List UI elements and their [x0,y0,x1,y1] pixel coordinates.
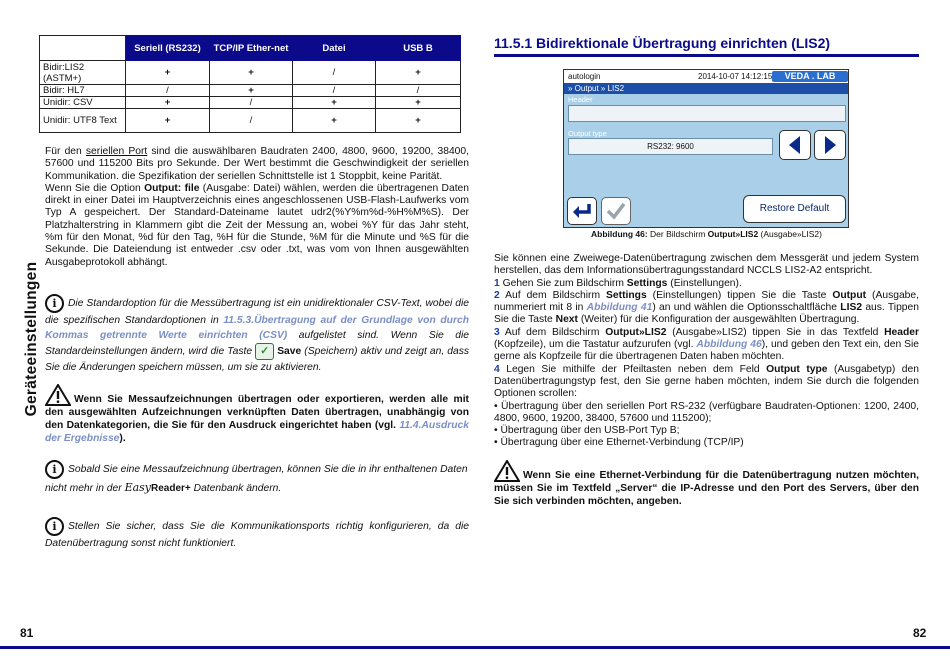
screen-output-label: Output type [568,129,607,138]
table-cell: / [210,97,293,109]
table-cell: Unidir: CSV [40,97,126,109]
table-header-cell [40,36,126,61]
info-icon: i [45,517,64,536]
screen-datetime: 2014-10-07 14:12:15 [698,72,773,81]
section-title: 11.5.1 Bidirektionale Übertragung einrichten (LIS2) [494,35,831,51]
arrow-left-icon [780,131,810,159]
page-number-left: 81 [20,626,34,640]
info-icon: i [45,460,64,479]
table-row [40,61,461,85]
table-row [40,109,461,133]
heading-rule [494,54,919,57]
warning-icon [45,384,71,406]
table-cell: + [376,97,461,109]
body-text-right [494,253,919,450]
table-row [40,97,461,109]
note-configure-ports: i Stellen Sie sicher, dass Sie die Kommunikationsports richtig konfigurieren, da die Datenübertragung sonst nicht funktioniert. [45,517,469,551]
table-cell: + [126,97,210,109]
arrow-right-icon [815,131,845,159]
table-cell: + [126,109,210,133]
table-header-row [40,36,461,61]
section-heading [494,35,919,57]
table-cell: + [293,109,376,133]
screen-app-name: autologin [568,72,601,81]
link-figure-46[interactable]: Abbildung 46 [696,339,762,351]
screen-status-bar [564,70,848,83]
back-arrow-icon [568,198,596,224]
screen-arrow-left-button[interactable] [779,130,811,160]
screen-back-button[interactable] [567,197,597,225]
link-figure-41[interactable]: Abbildung 41 [586,302,653,314]
table-cell: / [293,85,376,97]
table-cell: + [210,61,293,85]
table-row [40,85,461,97]
link-print-results[interactable]: 11.4.Ausdruck der Ergebnisse [45,420,469,444]
table-header-cell: Datei [293,36,376,61]
table-cell: / [376,85,461,97]
paragraph-output-file: Wenn Sie die Option Output: file (Ausgabe: Datei) wählen, werden die übertragenen Daten direkt in einer Datei im Hauptverzeichnis eines angeschlossenen USB-Flash-Laufwerks vom Typ A gespeichert. Der Standard-Dateiname lautet udr2(%Y%m%d-%H%M%S). Der Platzhalterstring in Klammern gibt die Zeit der Messung an, wobei %Y für das Jahr steht, %m für den Monat, %d für den Tag, %H für die Stunde, %M für die Minute und %S für die Sekunde. Die Dateiendung ist entweder .csv oder .txt, was vom von Ihnen ausgewählten Ausgabeprotokoll abhängt. [45,182,470,268]
table-cell: + [126,61,210,85]
screen-arrow-right-button[interactable] [814,130,846,160]
table-header-cell: USB B [376,36,461,61]
warning-ethernet-server: Wenn Sie eine Ethernet-Verbindung für die Datenübertragung nutzen möchten, müssen Sie im Textfeld „Server“ die IP-Adresse und den Port des Servers, über den Sie sich verbinden möchten, angeben. [494,460,919,508]
screen-output-value: RS232: 9600 [568,138,773,155]
table-cell: / [293,61,376,85]
warning-icon [494,460,520,482]
interface-table [39,35,461,133]
bullet-item: • Übertragung über eine Ethernet-Verbindung (TCP/IP) [494,437,744,449]
checkmark-icon [602,198,630,224]
side-section-label: Geräteeinstellungen [23,261,40,417]
paragraph-baudrates: Für den seriellen Port sind die auswählbaren Baudraten 2400, 4800, 9600, 19200, 38400, 57600 und 115200 Bits pro Sekunde. Der Wert bestimmt die Geschwindigkeit der seriellen Kommunikation. die Spezifikation der seriellen Schnittstelle ist 1 Stoppbit, keine Parität. [45,146,469,182]
save-checkmark-icon: ✓ [255,343,274,360]
table-cell: + [293,97,376,109]
screen-save-button[interactable] [601,197,631,225]
serial-port-term: seriellen Port [85,146,148,157]
bullet-item: • Übertragung über den USB-Port Typ B; [494,425,680,437]
page-number-right: 82 [913,626,927,640]
table-cell: + [376,61,461,85]
table-cell: + [376,109,461,133]
note-no-edit-after-transfer: i Sobald Sie eine Messaufzeichnung übertragen, können Sie die in ihr enthaltenen Daten nicht mehr in der EasyReader+ Datenbank ändern. [45,460,469,497]
info-icon: i [45,294,64,313]
body-text-left [45,146,469,269]
step-1: 1 Gehen Sie zum Bildschirm Settings (Einstellungen). [494,277,742,289]
figure-caption: Abbildung 46: Der Bildschirm Output»LIS2 (Ausgabe»LIS2) [591,229,822,239]
screen-restore-default-button[interactable]: Restore Default [743,195,846,223]
table-header-cell: TCP/IP Ether-net [210,36,293,61]
table-cell: / [126,85,210,97]
screen-header-input[interactable] [568,105,846,122]
device-screen [563,69,849,228]
bullet-item: • Übertragung über den seriellen Port RS-232 (verfügbare Baudraten-Optionen: 1200, 2400, 4800, 9600, 19200, 38400, 57600 und 115200); [494,400,919,424]
step-2: 2 Auf dem Bildschirm Settings (Einstellungen) tippen Sie die Taste Output (Ausgabe, nummeriert mit 8 in Abbildung 41) an und wählen die Optionsschaltfläche LIS2 aus. Tippen Sie die Taste Next (Weiter) für die Konfiguration der ausgewählten Übertragung. [494,289,919,326]
paragraph-intro: Sie können eine Zweiwege-Datenübertragung zwischen dem Messgerät und jedem System herstellen, das dem Informationsübertragungsstandard NCCLS LIS2-A2 entspricht. [494,253,919,277]
warning-transfer-all-data: Wenn Sie Messaufzeichnungen übertragen oder exportieren, werden alle mit den ausgewählten Aufzeichnungen verknüpften Daten übertragen, unabhängig von den Datenkategorien, die Sie für den Ausdruck eingerichtet haben (vgl. 11.4.Ausdruck der Ergebnisse). [45,384,469,445]
note-default-option: i Die Standardoption für die Messübertragung ist ein unidirektionaler CSV-Text, wobei die die spezifischen Standardoptionen in 11.5.3.Übertragung auf der Grundlage von durch Kommas getrennte Werte einrichten (CSV) aufgelistet sind. Wenn Sie die Standardeinstellungen ändern, wird die Taste ✓ Save (Speichern) aktiv und zeigt an, dass Sie die Änderungen speichern müssen, um sie zu aktivieren. [45,294,469,375]
link-csv-section[interactable]: 11.5.3.Übertragung auf der Grundlage von durch Kommas getrennte Werte einrichten (CSV) [45,315,469,341]
table-cell: Bidir:LIS2 (ASTM+) [40,61,126,85]
footer-rule [0,646,950,649]
screen-brand-logo: VEDA . LAB [772,71,848,82]
table-cell: Bidir: HL7 [40,85,126,97]
table-cell: + [210,85,293,97]
interface-table-wrap [39,35,461,133]
easyreader-logo: EasyReader+ [124,481,191,494]
table-cell: / [210,109,293,133]
table-cell: Unidir: UTF8 Text [40,109,126,133]
step-3: 3 Auf dem Bildschirm Output»LIS2 (Ausgabe»LIS2) tippen Sie in das Textfeld Header (Kopfzeile), um die Tastatur aufzurufen (vgl. Abbildung 46), und geben den Text ein, den Sie gerne als Kopfzeile für die übertragenen Daten haben möchten. [494,326,920,363]
table-header-cell: Seriell (RS232) [126,36,210,61]
step-4: 4 Legen Sie mithilfe der Pfeiltasten neben dem Feld Output type (Ausgabetyp) den Datenübertragungstyp fest, den Sie gerne haben möchten, indem Sie durch die folgenden Optionen scrollen: [494,363,919,400]
screen-breadcrumb: » Output » LIS2 [564,83,848,94]
screen-header-label: Header [568,95,593,104]
